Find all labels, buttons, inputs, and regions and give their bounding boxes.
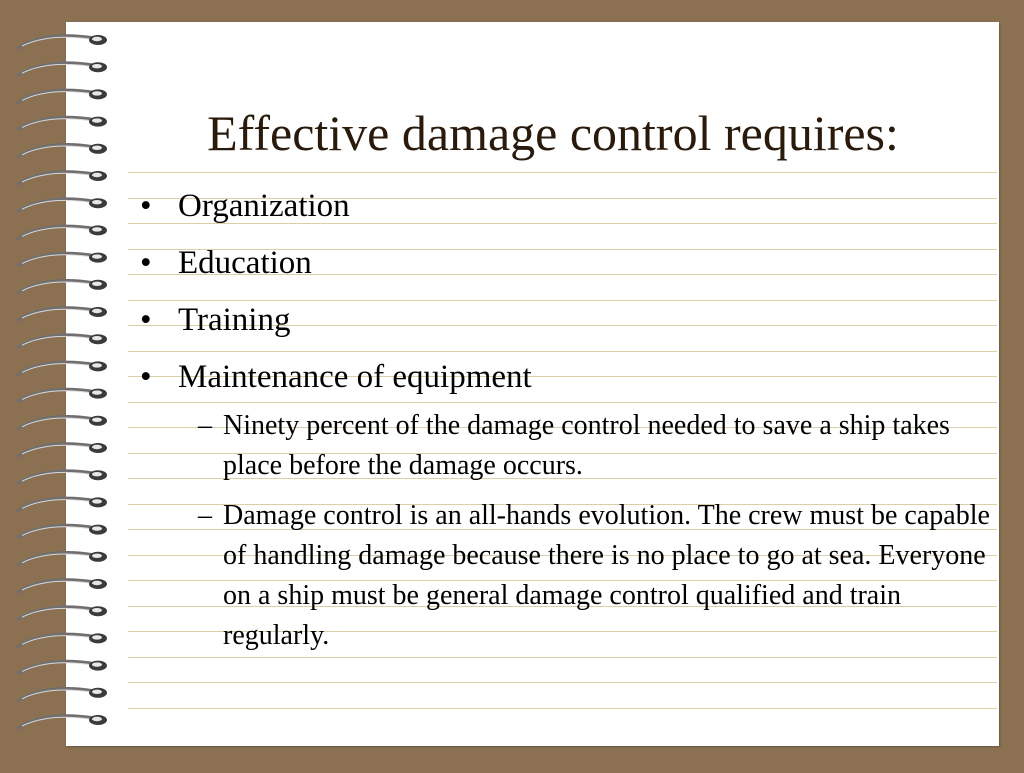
binding-ring-icon	[18, 552, 107, 565]
binding-ring-icon	[18, 497, 107, 510]
binding-ring-icon	[18, 35, 107, 48]
rule-line	[128, 708, 997, 709]
binding-ring-icon	[18, 715, 107, 728]
binding-ring-icon	[18, 117, 107, 130]
bullet-marker: •	[140, 302, 152, 338]
binding-ring-icon	[18, 62, 107, 75]
rule-line	[128, 172, 997, 173]
sub-bullet-text: Ninety percent of the damage control needed to save a ship takes place before the damage occurs.	[223, 410, 950, 481]
binding-ring-icon	[18, 525, 107, 538]
binding-ring-icon	[18, 225, 107, 238]
bullet-item-maintenance	[140, 349, 1000, 406]
binding-ring-icon	[18, 416, 107, 429]
binding-ring-icon	[18, 361, 107, 374]
binding-ring-icon	[18, 253, 107, 266]
sub-bullet-marker: –	[198, 410, 212, 441]
bullet-marker: •	[140, 188, 152, 224]
binding-ring-icon	[18, 198, 107, 211]
binding-ring-icon	[18, 633, 107, 646]
binding-ring-icon	[18, 89, 107, 102]
binding-ring-icon	[18, 171, 107, 184]
bullet-label: Maintenance of equipment	[178, 359, 532, 395]
binding-ring-icon	[18, 470, 107, 483]
bullet-label: Training	[178, 302, 291, 338]
binding-ring-icon	[18, 579, 107, 592]
binding-ring-icon	[18, 307, 107, 320]
bullet-label: Education	[178, 245, 312, 281]
binding-ring-icon	[18, 661, 107, 674]
bullet-list	[140, 178, 1000, 406]
binding-ring-icon	[18, 443, 107, 456]
rule-line	[128, 682, 997, 683]
binding-ring-icon	[18, 280, 107, 293]
bullet-item-training	[140, 292, 1000, 349]
bullet-marker: •	[140, 245, 152, 281]
sub-bullet-text: Damage control is an all-hands evolution. The crew must be capable of handling damage because there is no place to go at sea. Everyone on a ship must be general damage control qualified and train regularly.	[223, 500, 990, 651]
binding-ring-icon	[18, 688, 107, 701]
binding-ring-icon	[18, 334, 107, 347]
bullet-marker: •	[140, 359, 152, 395]
slide-title: Effective damage control requires:	[207, 105, 899, 161]
spiral-binding-icon	[0, 0, 120, 768]
bullet-label: Organization	[178, 188, 350, 224]
binding-ring-icon	[18, 606, 107, 619]
binding-ring-icon	[18, 389, 107, 402]
sub-bullet-item-all-hands	[140, 496, 993, 656]
bullet-item-organization	[140, 178, 1000, 235]
bullet-item-education	[140, 235, 1000, 292]
sub-bullet-item-ninety-percent	[140, 406, 993, 486]
sub-bullet-list	[140, 406, 1000, 666]
sub-bullet-marker: –	[198, 500, 212, 531]
binding-ring-icon	[18, 144, 107, 157]
